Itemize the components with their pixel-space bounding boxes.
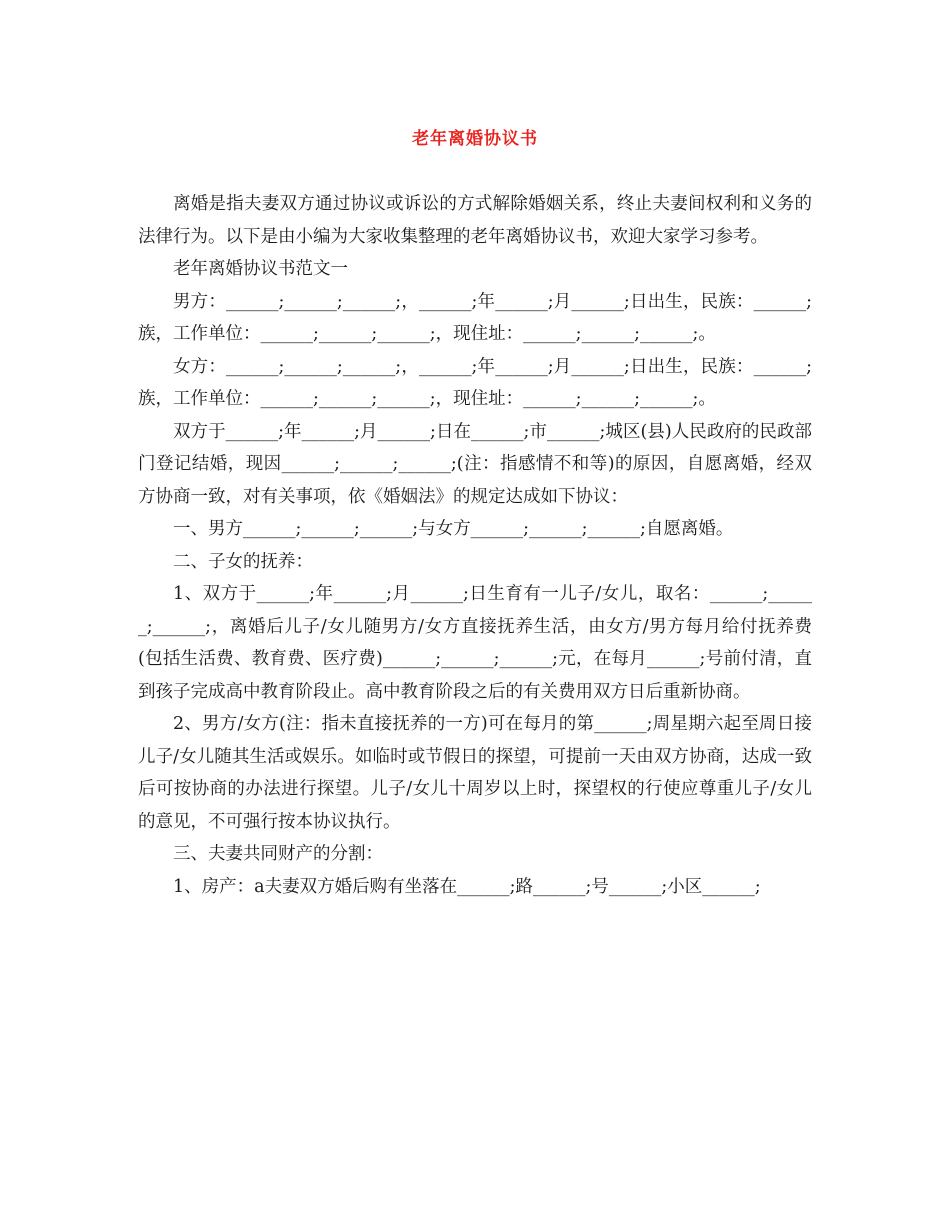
clause-3-heading: 三、夫妻共同财产的分割： bbox=[173, 844, 383, 864]
sample-heading: 老年离婚协议书范文一 bbox=[173, 259, 348, 279]
child-custody-paragraph: 1、双方于______;年______;月______;日生育有一儿子/女儿，取名：______;______;______;，离婚后儿子/女儿随男方/女方直接抚养生活，由女方/男方每月给付抚养费(包括生活费、教育费、医疗费)______;______;______;元，在每月______;号前付清，直到孩子完成高中教育阶段止。高中教育阶段之后的有关费用双方日后重新协商。 bbox=[138, 584, 812, 702]
intro-paragraph: 离婚是指夫妻双方通过协议或诉讼的方式解除婚姻关系，终止夫妻间权利和义务的法律行为。以下是由小编为大家收集整理的老年离婚协议书，欢迎大家学习参考。 bbox=[138, 194, 812, 247]
clause-2-heading: 二、子女的抚养： bbox=[173, 551, 313, 572]
visitation-paragraph: 2、男方/女方(注：指未直接抚养的一方)可在每月的第______;周星期六起至周日接儿子/女儿随其生活或娱乐。如临时或节假日的探望，可提前一天由双方协商，达成一致后可按协商的办法进行探望。儿子/女儿十周岁以上时，探望权的行使应尊重儿子/女儿的意见，不可强行按本协议执行。 bbox=[138, 714, 812, 832]
document-title: 老年离婚协议书 bbox=[412, 129, 538, 149]
female-party-paragraph: 女方：______;______;______;，______;年______;月______;日出生，民族：______;族，工作单位：______;______;______;，现住址：______;______;______;。 bbox=[138, 356, 812, 409]
male-party-paragraph: 男方：______;______;______;，______;年______;月______;日出生，民族：______;族，工作单位：______;______;______;，现住址：______;______;______;。 bbox=[138, 291, 812, 344]
document-body bbox=[138, 188, 812, 903]
property-paragraph: 1、房产：a夫妻双方婚后购有坐落在______;路______;号______;小区______; bbox=[173, 876, 761, 897]
marriage-registration-paragraph: 双方于______;年______;月______;日在______;市______;城区(县)人民政府的民政部门登记结婚，现因______;______;______;(注：指感情不和等)的原因，自愿离婚，经双方协商一致，对有关事项，依《婚姻法》的规定达成如下协议： bbox=[138, 421, 812, 507]
clause-1-paragraph: 一、男方______;______;______;与女方______;______;______;自愿离婚。 bbox=[173, 519, 734, 539]
